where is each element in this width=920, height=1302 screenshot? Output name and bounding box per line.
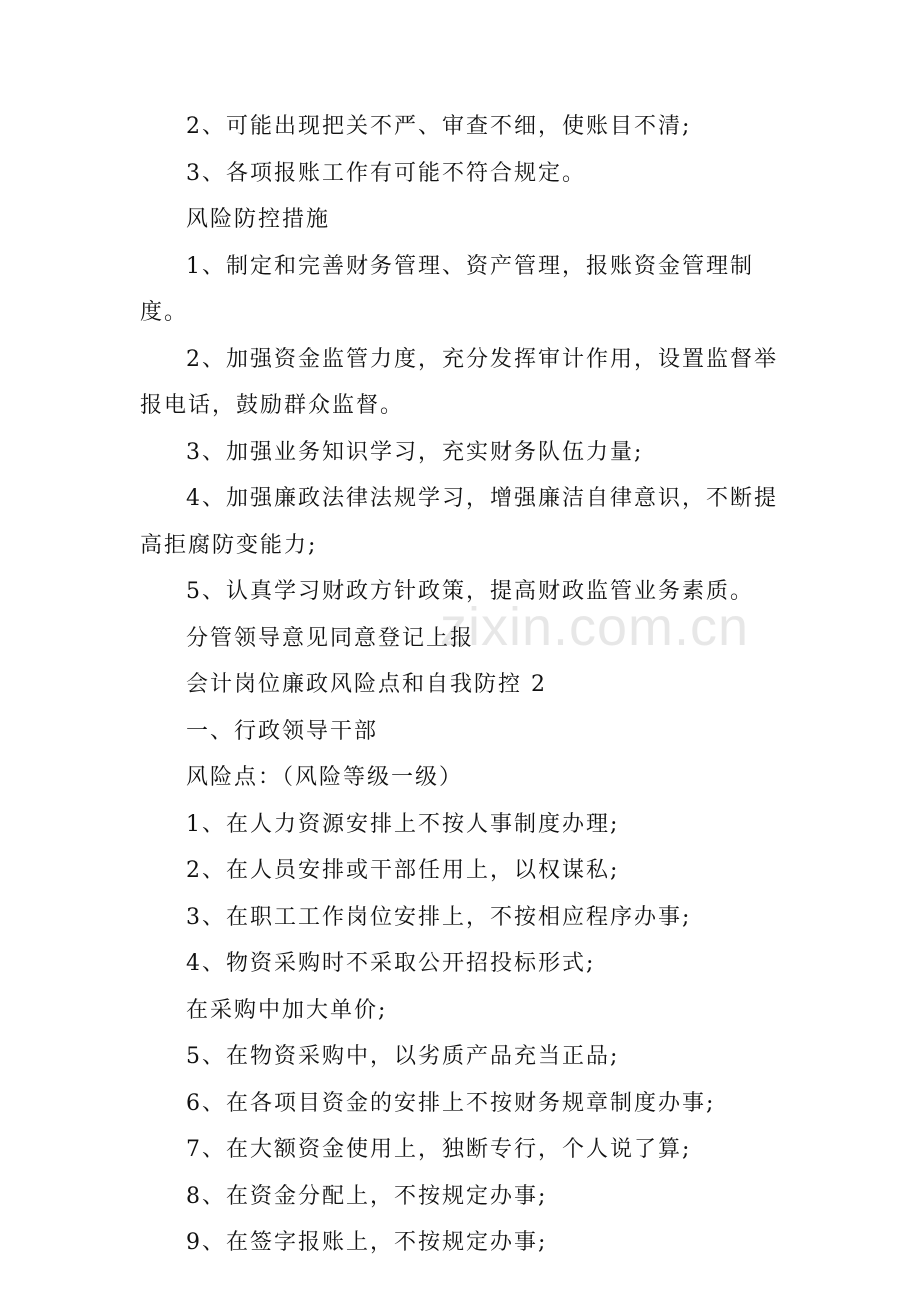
document-subtitle: 会计岗位廉政风险点和自我防控 2: [186, 672, 547, 697]
section-heading: 风险防控措施: [186, 207, 331, 232]
paragraph: 1、制定和完善财务管理、资产管理，报账资金管理制度。: [140, 253, 754, 325]
paragraph: 5、认真学习财政方针政策，提高财政监管业务素质。: [186, 579, 754, 604]
list-item: 6、在各项目资金的安排上不按财务规章制度办事;: [186, 1090, 716, 1116]
paragraph: 风险点：（风险等级一级）: [186, 765, 464, 790]
paragraph: 分管领导意见同意登记上报: [186, 625, 475, 651]
paragraph: 3、加强业务知识学习，充实财务队伍力量;: [186, 439, 644, 465]
watermark: zixin.com.cn: [440, 597, 750, 657]
list-item: 5、在物资采购中，以劣质产品充当正品;: [186, 1044, 620, 1069]
list-item: 3、在职工工作岗位安排上，不按相应程序办事;: [186, 904, 692, 930]
list-item: 2、在人员安排或干部任用上，以权谋私;: [186, 858, 620, 883]
list-item: 1、在人力资源安排上不按人事制度办理;: [186, 811, 620, 837]
list-item: 7、在大额资金使用上，独断专行，个人说了算;: [186, 1137, 692, 1162]
paragraph: 2、加强资金监管力度，充分发挥审计作用，设置监督举报电话，鼓励群众监督。: [140, 346, 778, 418]
paragraph: 4、加强廉政法律法规学习，增强廉洁自律意识，不断提高拒腐防变能力;: [140, 486, 778, 558]
section-heading: 一、行政领导干部: [186, 718, 379, 744]
list-item: 4、物资采购时不采取公开招投标形式;: [186, 951, 596, 976]
document-body: [140, 104, 790, 1267]
list-item: 9、在签字报账上，不按规定办事;: [186, 1230, 548, 1255]
list-item: 8、在资金分配上，不按规定办事;: [186, 1183, 548, 1209]
paragraph: 2、可能出现把关不严、审查不细，使账目不清;: [186, 114, 692, 139]
paragraph: 3、各项报账工作有可能不符合规定。: [186, 160, 586, 186]
list-item: 在采购中加大单价;: [186, 997, 388, 1023]
